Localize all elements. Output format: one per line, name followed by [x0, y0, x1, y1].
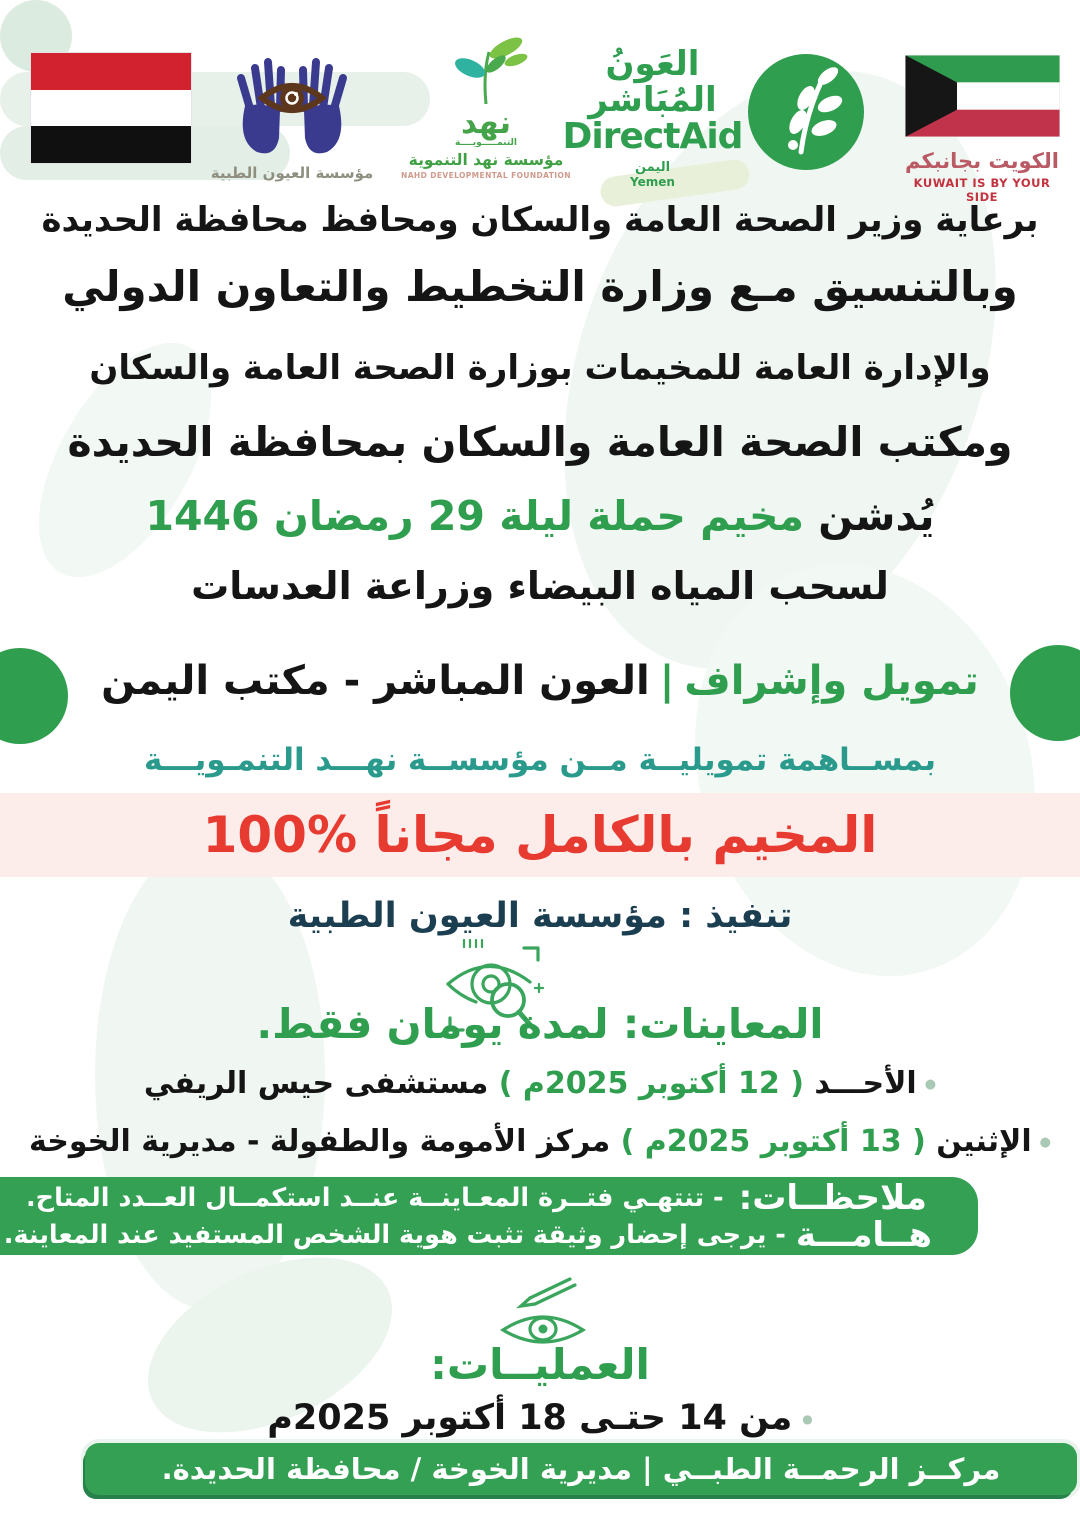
- funding-line: [0, 658, 1080, 704]
- inspection-date: ( 13 أكتوبر 2025م ): [620, 1124, 926, 1159]
- campaign-name: مخيم حملة ليلة 29 رمضان 1446: [145, 492, 804, 540]
- kuwait-flag: [905, 55, 1060, 137]
- free-camp-banner: [0, 793, 1080, 877]
- funding-contribution-line: بمســاهمة تمويليــة مــن مؤسســة نهـــد التنمـويـــة: [144, 742, 936, 778]
- operations-location-banner: [85, 1443, 1077, 1495]
- launch-prefix: يُدشن: [803, 492, 935, 540]
- bullet-dot-icon: ●: [802, 1412, 813, 1426]
- sponsorship-line-4: ومكتب الصحة العامة والسكان بمحافظة الحديدة: [67, 418, 1013, 466]
- yemen-flag-white-stripe: [31, 90, 191, 127]
- nahd-name-arabic: مؤسسة نهد التنموية: [408, 151, 564, 169]
- note-row: [3, 1214, 932, 1255]
- inspection-place: مركز الأمومة والطفولة - مديرية الخوخة: [29, 1124, 621, 1159]
- campaign-purpose-line: لسحب المياه البيضاء وزراعة العدسات: [191, 564, 889, 608]
- funding-label: تمويل وإشراف: [684, 658, 979, 704]
- free-camp-text: المخيم بالكامل مجاناً %100: [202, 806, 878, 864]
- operations-title: العمليــات:: [430, 1340, 650, 1389]
- note-text-2: - يرجى إحضار وثيقة تثبت هوية الشخص المستفيد عند المعاينة.: [3, 1219, 786, 1250]
- plant-leaves-icon: [426, 34, 546, 104]
- funding-separator: |: [659, 658, 675, 704]
- eyes-medical-foundation-logo: [210, 46, 374, 182]
- note-row: [26, 1179, 932, 1216]
- directaid-name-arabic: العَونُ المُبَاشر: [588, 44, 717, 120]
- funder-name: العون المباشر - مكتب اليمن: [101, 658, 650, 704]
- inspection-item: [0, 1066, 1080, 1101]
- hands-eye-icon: [217, 46, 367, 158]
- inspection-place: مستشفى حيس الريفي: [143, 1066, 499, 1101]
- inspection-day: الأحـــد: [803, 1066, 917, 1101]
- note-text-1: - تنتهـي فتــرة المعـاينــة عنــد استكمــال العــدد المتاح.: [26, 1182, 724, 1213]
- nahd-wordmark: نهد: [460, 105, 511, 141]
- kuwait-slogan-english: KUWAIT IS BY YOUR SIDE: [913, 176, 1051, 204]
- inspection-item: [0, 1124, 1080, 1159]
- campaign-launch-line: [0, 492, 1080, 540]
- nahd-wordmark-sub: التنمـــــويــــة: [454, 138, 517, 148]
- directaid-country-arabic: اليمن: [634, 160, 671, 175]
- wheat-branch-icon: [746, 52, 866, 172]
- yemen-flag-red-stripe: [31, 53, 191, 90]
- nahd-name-english: NAHD DEVELOPMENTAL FOUNDATION: [401, 171, 571, 180]
- yemen-flag: [30, 52, 192, 164]
- nahd-foundation-logo: [396, 34, 576, 180]
- operations-location-text: مركــز الرحمــة الطبــي | مديرية الخوخة / محافظة الحديدة.: [161, 1452, 1001, 1486]
- bullet-dot-icon: ●: [1039, 1135, 1051, 1150]
- sponsorship-line-3: والإدارة العامة للمخيمات بوزارة الصحة العامة والسكان: [89, 348, 991, 388]
- eyes-foundation-label: مؤسسة العيون الطبية: [210, 164, 374, 182]
- sponsorship-line-2: وبالتنسيق مـع وزارة التخطيط والتعاون الدولي: [62, 262, 1018, 311]
- directaid-logo: [550, 46, 755, 189]
- kuwait-slogan-arabic: الكويت بجانبكم: [905, 149, 1059, 173]
- notes-label-top: ملاحظــات:: [738, 1177, 927, 1218]
- important-notes-banner: [0, 1177, 978, 1255]
- bullet-dot-icon: ●: [924, 1077, 937, 1092]
- operations-dates-text: من 14 حتـى 18 أكتوبر 2025م: [267, 1398, 793, 1438]
- notes-label-bottom: هــامـــة: [795, 1214, 932, 1255]
- sponsorship-line-1: برعاية وزير الصحة العامة والسكان ومحافظ محافظة الحديدة: [41, 200, 1039, 240]
- directaid-emblem: [746, 52, 866, 176]
- yemen-flag-black-stripe: [31, 126, 191, 163]
- directaid-country-english: Yemen: [630, 175, 675, 189]
- execution-line: تنفيذ : مؤسسة العيون الطبية: [287, 896, 793, 936]
- operations-dates: [0, 1398, 1080, 1438]
- kuwait-logo: [903, 55, 1061, 204]
- directaid-name-english: DirectAid: [562, 116, 743, 157]
- inspections-title: المعاينات: لمدة يومان فقط.: [256, 1000, 824, 1048]
- inspection-day: الإثنين: [925, 1124, 1032, 1159]
- inspection-date: ( 12 أكتوبر 2025م ): [498, 1066, 804, 1101]
